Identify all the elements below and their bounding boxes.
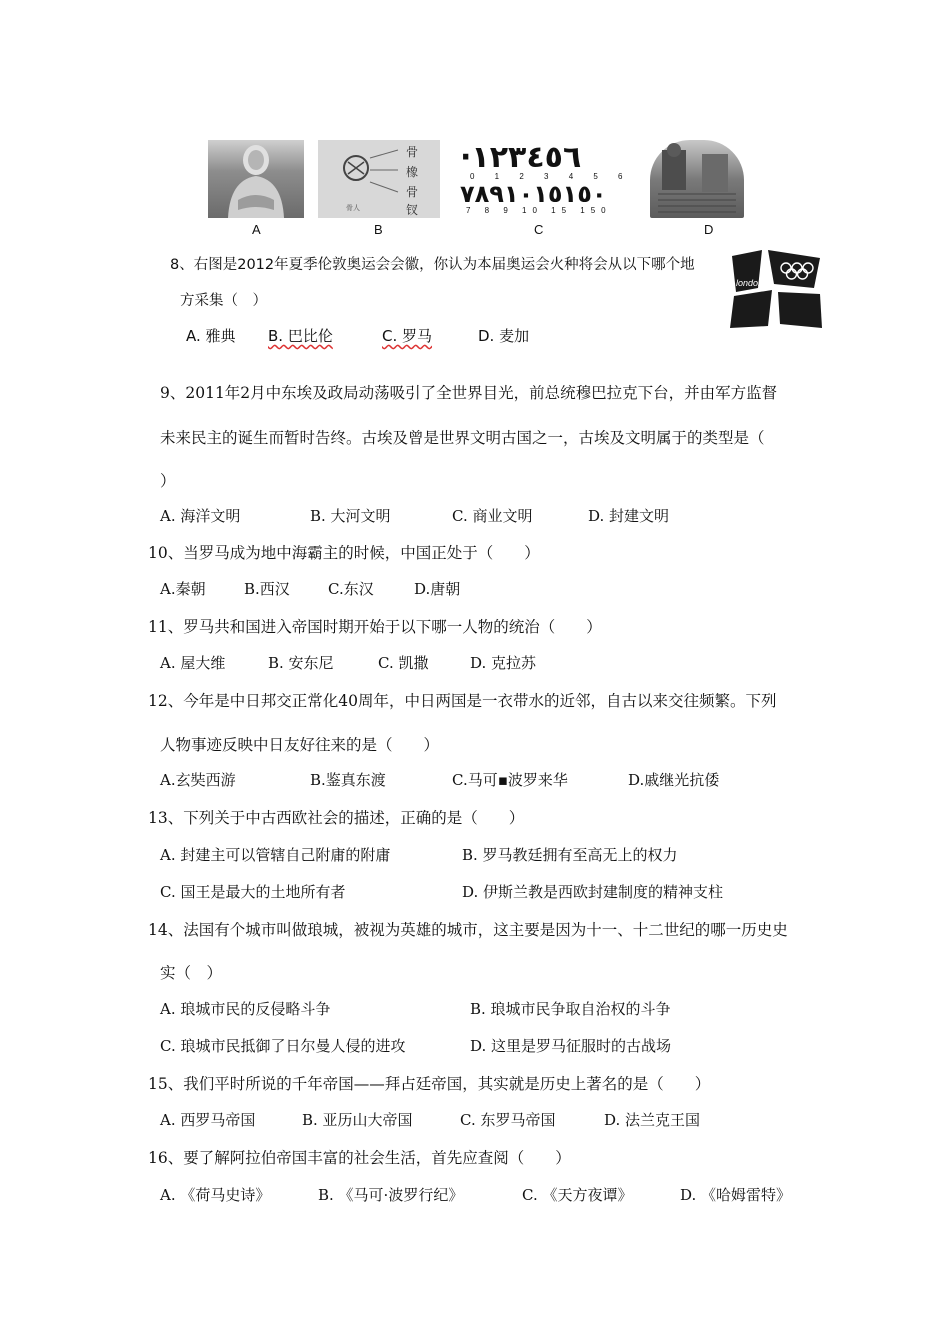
- q9-line3: ）: [160, 472, 176, 490]
- q8-text-line1: 8、右图是2012年夏季伦敦奥运会会徽，你认为本届奥运会火种将会从以下哪个地: [170, 257, 695, 273]
- q15-option-c: C. 东罗马帝国: [460, 1111, 556, 1129]
- q8-option-c: C. 罗马: [382, 327, 433, 345]
- q16-line1: 16、要了解阿拉伯帝国丰富的社会生活，首先应查阅（ ）: [148, 1149, 571, 1167]
- q8-text-line2: 方采集（ ）: [180, 293, 267, 309]
- buddha-icon: [208, 140, 304, 218]
- q9-option-a: A. 海洋文明: [160, 507, 241, 525]
- q14-line1: 14、法国有个城市叫做琅城，被视为英雄的城市，这主要是因为十一、十二世纪的哪一历史史: [148, 921, 788, 939]
- svg-text:骨: 骨: [406, 145, 419, 159]
- figure-b-pictograph: [318, 140, 440, 218]
- q10-line1: 10、当罗马成为地中海霸主的时候，中国正处于（ ）: [148, 544, 540, 562]
- q16-option-d: D. 《哈姆雷特》: [680, 1186, 792, 1204]
- q9-option-d: D. 封建文明: [588, 507, 670, 525]
- q9-option-b: B. 大河文明: [310, 507, 391, 525]
- q15-option-d: D. 法兰克王国: [604, 1111, 701, 1129]
- olympic-logo-icon: [728, 248, 824, 330]
- q15-option-a: A. 西罗马帝国: [160, 1111, 256, 1129]
- q14-option-a: A. 琅城市民的反侵略斗争: [160, 1000, 331, 1018]
- digits-bottom: 7 8 9 10 15 150: [466, 206, 612, 215]
- q14-option-c: C. 琅城市民抵御了日尔曼人侵的进攻: [160, 1037, 406, 1055]
- q10-option-a: A.秦朝: [160, 580, 206, 598]
- q12-line2: 人物事迹反映中日友好往来的是（ ）: [160, 736, 440, 754]
- q14-option-d: D. 这里是罗马征服时的古战场: [470, 1037, 672, 1055]
- q8-option-d: D. 麦加: [478, 327, 530, 345]
- q15-option-b: B. 亚历山大帝国: [302, 1111, 413, 1129]
- q11-option-a: A. 屋大维: [160, 654, 226, 672]
- digits-top: 0 1 2 3 4 5 6: [470, 172, 632, 181]
- q13-option-d: D. 伊斯兰教是西欧封建制度的精神支柱: [462, 883, 724, 901]
- q12-option-d: D.戚继光抗倭: [628, 771, 720, 789]
- svg-text:钗: 钗: [406, 203, 419, 217]
- q9-option-c: C. 商业文明: [452, 507, 533, 525]
- pictograph-icon: [318, 140, 440, 218]
- london-2012-logo: [728, 248, 824, 330]
- q8-option-b: B. 巴比伦: [268, 327, 333, 345]
- q10-option-b: B.西汉: [244, 580, 290, 598]
- q13-line1: 13、下列关于中古西欧社会的描述，正确的是（ ）: [148, 809, 525, 827]
- logo-text: london: [736, 278, 764, 288]
- q11-option-d: D. 克拉苏: [470, 654, 537, 672]
- q16-option-c: C. 《天方夜谭》: [522, 1186, 633, 1204]
- figure-label-c: C: [534, 222, 544, 237]
- q10-option-c: C.东汉: [328, 580, 374, 598]
- q11-option-c: C. 凯撒: [378, 654, 429, 672]
- arabic-numerals-bottom: ٧٨٩١٠١٥١٥٠: [460, 180, 607, 208]
- stele-icon: [650, 140, 744, 218]
- q8-option-a: A. 雅典: [186, 327, 236, 345]
- q13-option-a: A. 封建主可以管辖自己附庸的附庸: [160, 846, 391, 864]
- q16-option-b: B. 《马可·波罗行纪》: [318, 1186, 464, 1204]
- svg-text:骨: 骨: [406, 185, 419, 199]
- q13-option-c: C. 国王是最大的土地所有者: [160, 883, 346, 901]
- q10-option-d: D.唐朝: [414, 580, 461, 598]
- figure-label-b: B: [374, 222, 383, 237]
- q14-line2: 实（ ）: [160, 964, 223, 982]
- q12-option-b: B.鉴真东渡: [310, 771, 386, 789]
- q14-option-b: B. 琅城市民争取自治权的斗争: [470, 1000, 671, 1018]
- figure-label-d: D: [704, 222, 714, 237]
- figure-d-code-stele: [650, 140, 744, 218]
- q11-option-b: B. 安东尼: [268, 654, 334, 672]
- figure-c-numerals: [456, 140, 632, 218]
- q9-line2: 未来民主的诞生而暂时告终。古埃及曾是世界文明古国之一，古埃及文明属于的类型是（: [160, 429, 765, 447]
- figure-a-buddha-statue: [208, 140, 304, 218]
- q15-line1: 15、我们平时所说的千年帝国——拜占廷帝国，其实就是历史上著名的是（ ）: [148, 1075, 711, 1093]
- svg-text:橡: 橡: [406, 165, 419, 179]
- q12-option-c: C.马可▪波罗来华: [452, 771, 568, 789]
- q9-line1: 9、2011年2月中东埃及政局动荡吸引了全世界目光，前总统穆巴拉克下台，并由军方监督: [160, 384, 778, 402]
- q13-option-b: B. 罗马教廷拥有至高无上的权力: [462, 846, 678, 864]
- q11-line1: 11、罗马共和国进入帝国时期开始于以下哪一人物的统治（ ）: [148, 618, 602, 636]
- arabic-numerals-top: ·١٢٣٤٥٦: [460, 140, 582, 175]
- q12-line1: 12、今年是中日邦交正常化40周年，中日两国是一衣带水的近邻，自古以来交往频繁。下列: [148, 692, 777, 710]
- figure-label-a: A: [252, 222, 261, 237]
- q12-option-a: A.玄奘西游: [160, 771, 236, 789]
- q16-option-a: A. 《荷马史诗》: [160, 1186, 271, 1204]
- svg-text:骨人: 骨人: [346, 204, 360, 212]
